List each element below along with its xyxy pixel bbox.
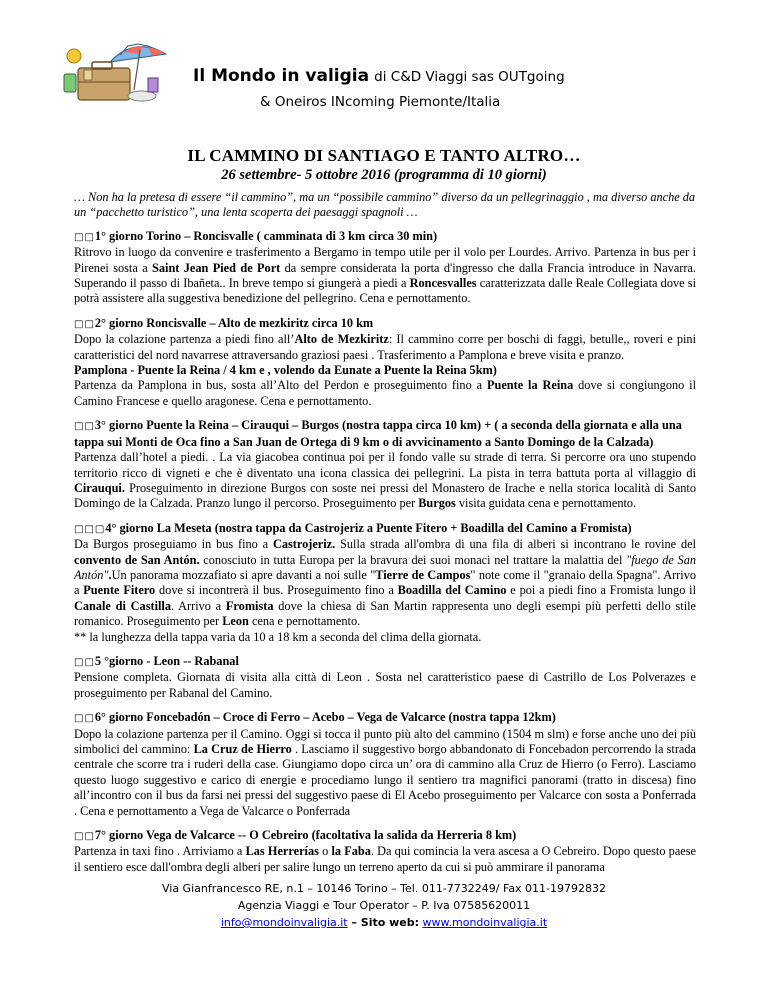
text-segment: Pensione completa. Giornata di visita alla città di Leon . Sosta nel caratteristico paese di Castrillo de Los Polverazes e proseguimento per Rabanal del Camino. [74, 670, 696, 700]
day-block [74, 418, 696, 511]
text-segment: Las Herrerías [245, 844, 319, 859]
day-block [74, 316, 696, 409]
text-segment: Boadilla del Camino [397, 583, 507, 598]
brand-name: Il Mondo in valigia [193, 66, 370, 86]
text-segment: conosciuto in tutta Europa per la bravura dei suoi monaci nel trattare la malattia del [199, 552, 627, 567]
bullet-glyph: □□ [74, 231, 95, 243]
text-segment: . Da qui comincia la vera ascesa a O Cebreiro. Dopo questo paese il sentiero esce dall'ombra degli alberi per salire lungo un terreno aperto da cui si può ammirare il panorama [74, 844, 696, 874]
text-segment: . [108, 567, 112, 582]
text-segment: ** la lunghezza della tappa varia da 10 a 18 km a seconda del clima della giornata. [74, 629, 482, 644]
text-segment: Dopo la colazione partenza a piedi fino all’ [74, 332, 295, 347]
text-segment: Tierre de Campos [375, 567, 471, 582]
day-title-text: 6° giorno Foncebadón – Croce di Ferro – Acebo – Vega de Valcarce (nostra tappa 12km) [94, 710, 556, 725]
day-block [74, 229, 696, 307]
day-title-text: 3° giorno Puente la Reina – Cirauqui – Burgos (nostra tappa circa 10 km) + ( a seconda della giornata e alla una tappa sui Monti de Oca fino a San Juan de Ortega di 9 km o di avvicinamento a Santo Domingo de la Calzada) [74, 418, 682, 449]
day-title-text: 1° giorno Torino – Roncisvalle ( camminata di 3 km circa 30 min) [94, 228, 438, 243]
brand-suffix: di C&D Viaggi sas OUTgoing [374, 69, 565, 85]
text-segment: da sempre considerata la porta d'ingresso che dalla Francia introduce in Navarra. Superando il passo di Ibañeta.. In breve tempo si giungerà a piedi a [74, 260, 696, 291]
day-description [74, 332, 696, 409]
travel-suitcase-umbrella-icon [62, 40, 172, 108]
day-description [74, 450, 696, 512]
text-segment: Ritrovo in luogo da convenire e trasferimento a Bergamo in tempo utile per il volo per Lourdes. Arrivo. Partenza in bus per i Pirenei sosta a [74, 245, 696, 275]
day-description [74, 537, 696, 645]
text-segment: Puente Fitero [83, 583, 156, 598]
text-segment: Saint Jean Pied de Port [152, 260, 281, 275]
day-title-text: 7° giorno Vega de Valcarce -- O Cebreiro (facoltativa la salida da Herreria 8 km) [94, 828, 517, 843]
text-segment: dove si congiungono il Camino Francese e quello aragonese. Cena e pernottamento. [74, 378, 696, 408]
day-title [74, 710, 696, 726]
day-block [74, 654, 696, 701]
text-segment: Canale di Castilla [74, 598, 171, 613]
itinerary-body [74, 190, 696, 884]
bullet-glyph: □□ [74, 318, 95, 330]
text-segment: visita guidata cena e pernottamento. [455, 496, 637, 511]
text-segment: Partenza in taxi fino . Arriviamo a [74, 844, 246, 859]
day-description [74, 844, 696, 875]
text-segment: " note come il "granaio della Spagna". Arrivo a [74, 567, 696, 598]
text-segment: . Lasciamo il suggestivo borgo abbandonato di Foncebadon percorrendo la strada centrale che scorre tra i ruderi della case. Giungiamo dopo circa un’ ora di cammino alla Cruz de Hierro (o Ferro). Lasciamo questo luogo suggestivo e carico di energie e procediamo lungo il sentiero tra magnifici panorami (tratto in discesa) fino all’incontro con il bus da farsi nei pressi del suggestivo paese di El Acebo proseguimento per Valcarce con sosta a Ponferrada . Cena e pernottamento a Vega de Valcarce o Ponferrada [74, 742, 696, 818]
footer-agency: Agenzia Viaggi e Tour Operator – P. Iva 07585620011 [237, 899, 531, 912]
text-segment: Castrojeriz. [272, 537, 336, 552]
text-segment: Un panorama mozzafiato si apre davanti a noi sulle " [111, 567, 376, 582]
text-segment: Alto de Mezkiritz [294, 332, 389, 347]
email-link[interactable]: info@mondoinvaligia.it [220, 916, 348, 929]
text-segment: o [318, 844, 332, 859]
day-description [74, 727, 696, 819]
text-segment: dove la chiesa di San Martin rappresenta uno degli esempi più perfetti dello stile romanico. Proseguimento per [74, 598, 696, 629]
text-segment: Roncesvalles [409, 276, 477, 291]
text-segment: dove si incontrerà il bus. Proseguimento fino a [155, 583, 398, 598]
bullet-glyph: □□ [74, 831, 95, 843]
trip-dates: 26 settembre- 5 ottobre 2016 (programma di 10 giorni) [221, 167, 547, 183]
day-list [74, 229, 696, 875]
text-segment: e poi a piedi fino a Fromista lungo il [506, 583, 697, 598]
text-segment: Partenza dall’hotel a piedi. . La via giacobea continua poi per il fondo valle su strade di terra. Si percorre ora uno stupendo territorio ricco di vigneti e che è diventato una icona classica dei pellegrini. La pista in terra battuta porta al villaggio di [74, 450, 696, 480]
brand-subline: & Oneiros INcoming Piemonte/Italia [260, 94, 501, 110]
text-segment: Burgos [418, 496, 456, 511]
text-segment: cena e pernottamento. [248, 614, 361, 629]
text-segment: Partenza da Pamplona in bus, sosta all’Alto del Perdon e proseguimento fino a [74, 378, 487, 393]
day-block [74, 521, 696, 645]
day-description [74, 670, 696, 701]
day-title [74, 229, 696, 245]
day-block [74, 710, 696, 819]
day-title-text: 4° giorno La Meseta (nostra tappa da Castrojeriz a Puente Fitero + Boadilla del Camino a Fromista) [105, 520, 632, 535]
document-title: IL CAMMINO DI SANTIAGO E TANTO ALTRO… [187, 146, 581, 165]
text-segment: Fromista [225, 598, 274, 613]
website-separator: – Sito web: [347, 916, 420, 929]
day-block [74, 828, 696, 875]
text-segment: Proseguimento in direzione Burgos con soste nei pressi del Monastero de Irache e nella storica località di Santo Domingo de la Calzada. Pranzo lungo il percorso. Proseguimento per [74, 480, 696, 511]
text-segment: "fuego de San Antón" [74, 552, 696, 582]
text-segment: Leon [222, 614, 249, 629]
day-title [74, 521, 696, 537]
bullet-glyph: □□ [74, 656, 95, 668]
text-segment: convento de San Antón. [74, 552, 200, 567]
text-segment: La Cruz de Hierro [193, 742, 292, 756]
text-segment: Puente la Reina [486, 378, 574, 393]
bullet-glyph: □□ [74, 421, 95, 433]
text-segment: Sulla strada all'ombra di una fila di alberi si incontrano le rovine del [335, 537, 696, 552]
brand-line [193, 66, 565, 86]
text-segment: . Arrivo a [170, 598, 226, 613]
bullet-glyph: □□□ [74, 523, 106, 535]
day-title [74, 654, 696, 670]
text-segment: Pamplona - Puente la Reina / 4 km e , volendo da Eunate a Puente la Reina 5km) [74, 363, 497, 378]
footer [0, 880, 768, 931]
website-link[interactable]: www.mondoinvaligia.it [422, 916, 548, 929]
footer-contacts [0, 914, 768, 931]
footer-address: Via Gianfrancesco RE, n.1 – 10146 Torino – Tel. 011-7732249/ Fax 011-19792832 [161, 882, 607, 895]
intro-paragraph: … Non ha la pretesa di essere “il cammino”, ma un “possibile cammino” diverso da un pellegrinaggio , ma diverso anche da un “pacchetto turistico”, una lenta scoperta dei paesaggi spagnoli … [74, 190, 696, 220]
day-title [74, 828, 696, 844]
day-title [74, 418, 696, 450]
text-segment: caratterizzata dalle Reale Collegiata dove si potrà assistere alla suggestiva benedizione del pellegrino. Cena e pernottamento. [74, 276, 696, 306]
bullet-glyph: □□ [74, 713, 95, 725]
day-title-text: 5 °giorno - Leon -- Rabanal [94, 653, 239, 668]
text-segment: la Faba [331, 844, 371, 859]
text-segment: Da Burgos proseguiamo in bus fino a [74, 537, 273, 552]
text-segment: Dopo la colazione partenza per il Camino. Oggi si tocca il punto più alto del cammino (1504 m slm) e forse anche uno dei più simbolici del cammino: [74, 726, 696, 756]
text-segment: Cirauqui. [74, 480, 125, 495]
day-title [74, 316, 696, 332]
day-title-text: 2° giorno Roncisvalle – Alto de mezkiritz circa 10 km [94, 315, 374, 330]
day-description [74, 245, 696, 307]
text-segment: : Il cammino corre per boschi di faggi, betulle,, roveri e pini caratteristici del nord navarrese attraversando graziosi paesi . Trasferimento a Pamplona e breve visita e pranzo. [74, 332, 696, 362]
